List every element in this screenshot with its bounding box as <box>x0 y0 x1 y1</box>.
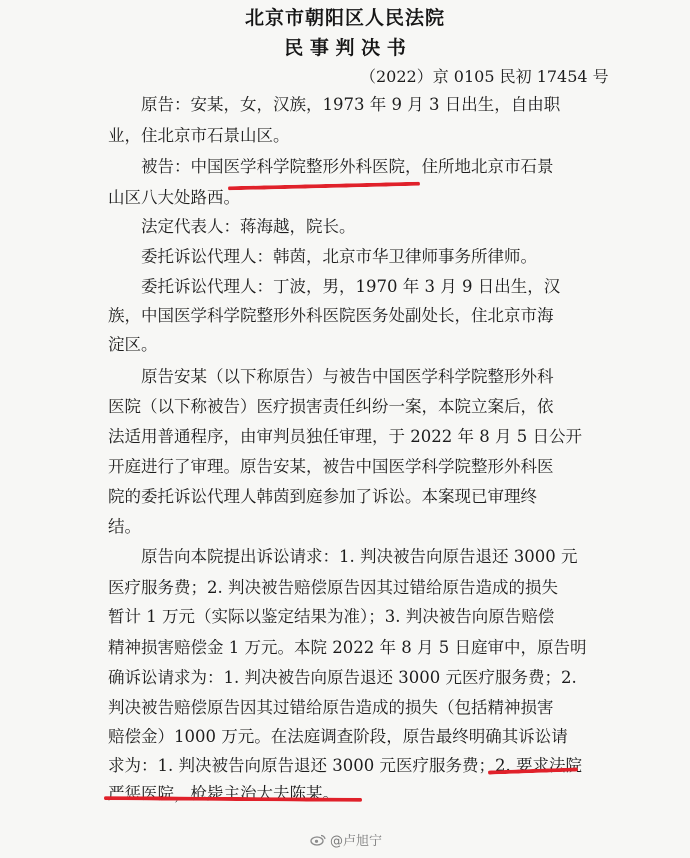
text-line: 确诉讼请求为：1. 判决被告向原告退还 3000 元医疗服务费；2. <box>108 668 577 687</box>
text-line: 暂计 1 万元（实际以鉴定结果为准）；3. 判决被告向原告赔偿 <box>108 607 555 626</box>
court-name: 北京市朝阳区人民法院 <box>244 7 445 29</box>
text-line: 医院（以下称被告）医疗损害责任纠纷一案，本院立案后，依 <box>108 397 554 416</box>
text-line: 求为：1. 判决被告向原告退还 3000 元医疗服务费；2. 要求法院 <box>108 756 582 775</box>
text-line: 开庭进行了审理。原告安某，被告中国医学科学院整形外科医 <box>108 457 554 476</box>
text-line: 结。 <box>108 517 141 536</box>
text-line: 山区八大处路西。 <box>108 188 240 207</box>
text-line: 法定代表人：蒋海越，院长。 <box>141 217 356 236</box>
text-line: 族，中国医学科学院整形外科医院医务处副处长，住北京市海 <box>108 306 554 325</box>
case-number: （2022）京 0105 民初 17454 号 <box>360 67 609 86</box>
text-line: 判决被告赔偿原告因其过错给原告造成的损失（包括精神损害 <box>108 698 554 717</box>
weibo-watermark <box>310 830 690 849</box>
text-line: 院的委托诉讼代理人韩茵到庭参加了诉讼。本案现已审理终 <box>108 487 537 506</box>
text-line: 赔偿金）1000 万元。在法庭调查阶段，原告最终明确其诉讼请 <box>108 727 568 746</box>
watermark-text: @卢旭宁 <box>330 834 383 849</box>
text-line: 法适用普通程序，由审判员独任审理，于 2022 年 8 月 5 日公开 <box>108 427 582 446</box>
text-line: 医疗服务费；2. 判决被告赔偿原告因其过错给原告造成的损失 <box>108 578 558 597</box>
text-line: 精神损害赔偿金 1 万元。本院 2022 年 8 月 5 日庭审中，原告明 <box>108 638 587 657</box>
text-line: 淀区。 <box>108 335 158 354</box>
document-type: 民 事 判 决 书 <box>284 37 406 59</box>
text-line: 原告：安某，女，汉族，1973 年 9 月 3 日出生，自由职 <box>141 95 561 114</box>
text-line: 业，住北京市石景山区。 <box>108 126 290 145</box>
text-line: 原告安某（以下称原告）与被告中国医学科学院整形外科 <box>141 367 554 386</box>
weibo-icon <box>310 834 326 846</box>
text-line: 原告向本院提出诉讼请求：1. 判决被告向原告退还 3000 元 <box>141 547 578 566</box>
red-underline-defendant <box>228 182 420 191</box>
text-line: 委托诉讼代理人：丁波，男，1970 年 3 月 9 日出生，汉 <box>141 277 561 296</box>
text-line: 委托诉讼代理人：韩茵，北京市华卫律师事务所律师。 <box>141 247 537 266</box>
text-line: 被告：中国医学科学院整形外科医院，住所地北京市石景 <box>141 157 554 176</box>
text-line: 严惩医院，枪毙主治大夫陈某。 <box>108 784 339 803</box>
